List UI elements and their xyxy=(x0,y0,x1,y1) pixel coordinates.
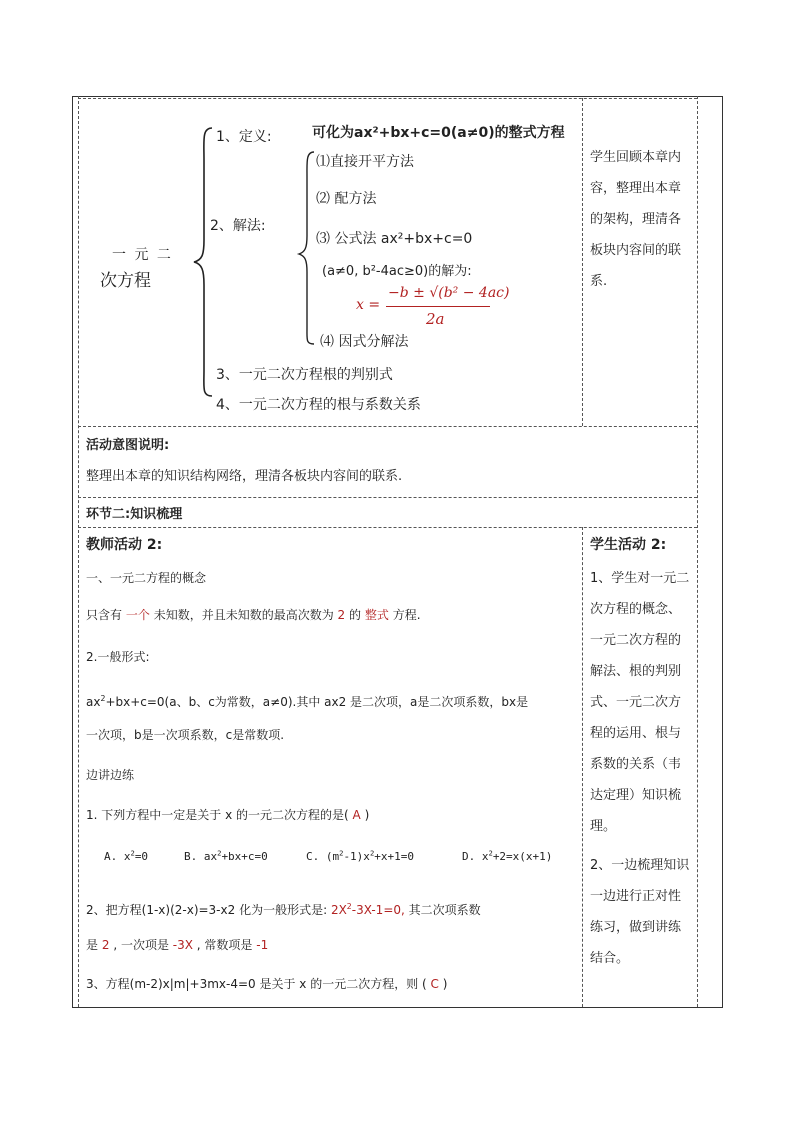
inner-right-dash xyxy=(697,96,698,1007)
table-right-border xyxy=(722,96,723,1008)
item1-content: 可化为ax²+bx+c=0(a≠0)的整式方程 xyxy=(312,125,565,141)
col-divider-1 xyxy=(582,98,583,426)
side-note-line: 的架构，理清各 xyxy=(590,212,682,227)
general-title: 2.一般形式: xyxy=(86,650,150,664)
student-line: 1、学生对一元二 xyxy=(590,571,690,586)
student-heading: 学生活动 2: xyxy=(590,537,667,553)
intent-heading: 活动意图说明: xyxy=(86,438,170,453)
side-note-line: 学生回顾本章内 xyxy=(590,150,682,165)
student-line: 式、一元二次方 xyxy=(590,695,682,710)
answer-blank: C xyxy=(430,977,439,991)
q1-option-d: D. $x^2+2=x(x+1)$ xyxy=(462,848,553,863)
method3-condition: (a≠0, b²-4ac≥0)的解为: xyxy=(322,264,472,279)
answer-blank: 一个 xyxy=(125,608,150,622)
section2-heading: 环节二:知识梳理 xyxy=(86,507,183,522)
table-top-border xyxy=(72,96,722,97)
teacher-heading: 教师活动 2: xyxy=(86,537,163,553)
side-note-line: 板块内容间的联 xyxy=(590,243,682,258)
q1-option-c: C. $(m^2-1)x^2+x+1=0$ xyxy=(306,848,414,863)
formula-lhs: x = xyxy=(356,297,381,313)
method1: ⑴直接开平方法 xyxy=(316,154,414,170)
answer-blank: -1 xyxy=(256,938,269,952)
question-3: 3、方程(m-2)x|m|+3mx-4=0 是关于 x 的一元二次方程，则 ( C ) xyxy=(86,977,448,991)
topic-line1: 一 元 二 xyxy=(112,247,173,263)
big-brace xyxy=(190,120,220,400)
side-note-line: 容，整理出本章 xyxy=(590,181,682,196)
answer-blank: A xyxy=(352,808,361,822)
question-1: 1. 下列方程中一定是关于 x 的一元二次方程的是( A ) xyxy=(86,808,370,822)
item3: 3、一元二次方程根的判别式 xyxy=(216,367,393,383)
intent-text: 整理出本章的知识结构网络，理清各板块内容间的联系. xyxy=(86,469,403,484)
student-line: 解法、根的判别 xyxy=(590,664,682,679)
method3: ⑶ 公式法 ax²+bx+c=0 xyxy=(316,231,473,247)
topic-line2: 次方程 xyxy=(100,271,151,291)
small-brace xyxy=(296,148,320,348)
col-divider-2 xyxy=(582,527,583,1007)
table-left-border xyxy=(72,96,73,1008)
method4: ⑷ 因式分解法 xyxy=(320,334,409,350)
student-line: 一元二次方程的 xyxy=(590,633,682,648)
method2: ⑵ 配方法 xyxy=(316,191,377,207)
answer-blank: -3X xyxy=(172,938,193,952)
student-line: 程的运用、根与 xyxy=(590,726,682,741)
item2-label: 2、解法: xyxy=(210,218,266,234)
student-line: 系数的关系（韦 xyxy=(590,757,682,772)
student-line: 2、一边梳理知识 xyxy=(590,858,690,873)
q1-option-b: B. $ax^2+bx+c=0$ xyxy=(184,848,268,863)
item1-label: 1、定义: xyxy=(216,129,272,145)
answer-blank: 2 xyxy=(337,608,346,622)
row-divider-1 xyxy=(78,426,697,427)
row-divider-3 xyxy=(78,527,697,528)
answer-blank: 整式 xyxy=(364,608,389,622)
student-line: 理。 xyxy=(590,819,617,834)
item4: 4、一元二次方程的根与系数关系 xyxy=(216,397,421,413)
formula-fraction-bar xyxy=(386,306,490,307)
general-line2: 一次项，b是一次项系数，c是常数项. xyxy=(86,728,285,742)
general-line1: $ax^2+bx+c=0(a$、b、c为常数，a≠0).其中 ax2 是二次项，a是二次项系数，bx是 xyxy=(86,694,529,709)
question-2-line2: 是 2 , 一次项是 -3X , 常数项是 -1 xyxy=(86,938,269,952)
side-note-line: 系. xyxy=(590,274,608,289)
answer-blank: $2X^2-3X-1=0$, xyxy=(330,902,405,917)
formula-numerator: −b ± √(b² − 4ac) xyxy=(388,285,510,301)
answer-blank: 2 xyxy=(101,938,110,952)
row-divider-2 xyxy=(78,497,697,498)
student-line: 达定理）知识梳 xyxy=(590,788,682,803)
inner-top-dash xyxy=(78,98,697,99)
q1-option-a: A. $x^2=0$ xyxy=(104,848,149,863)
concept-title: 一、一元二方程的概念 xyxy=(86,571,207,585)
student-line: 一边进行正对性 xyxy=(590,889,682,904)
concept-sentence: 只含有 一个 未知数，并且未知数的最高次数为 2 的 整式 方程. xyxy=(86,608,421,622)
inner-left-dash xyxy=(78,96,79,1007)
table-bottom-border xyxy=(72,1007,722,1008)
student-line: 次方程的概念、 xyxy=(590,602,682,617)
student-line: 结合。 xyxy=(590,951,630,966)
formula-denominator: 2a xyxy=(426,310,445,328)
student-line: 练习，做到讲练 xyxy=(590,920,682,935)
practice-title: 边讲边练 xyxy=(86,768,135,782)
question-2-line1: 2、把方程(1-x)(2-x)=3-x2 化为一般形式是: $2X^2-3X-1=0$, 其二次项系数 xyxy=(86,902,481,917)
